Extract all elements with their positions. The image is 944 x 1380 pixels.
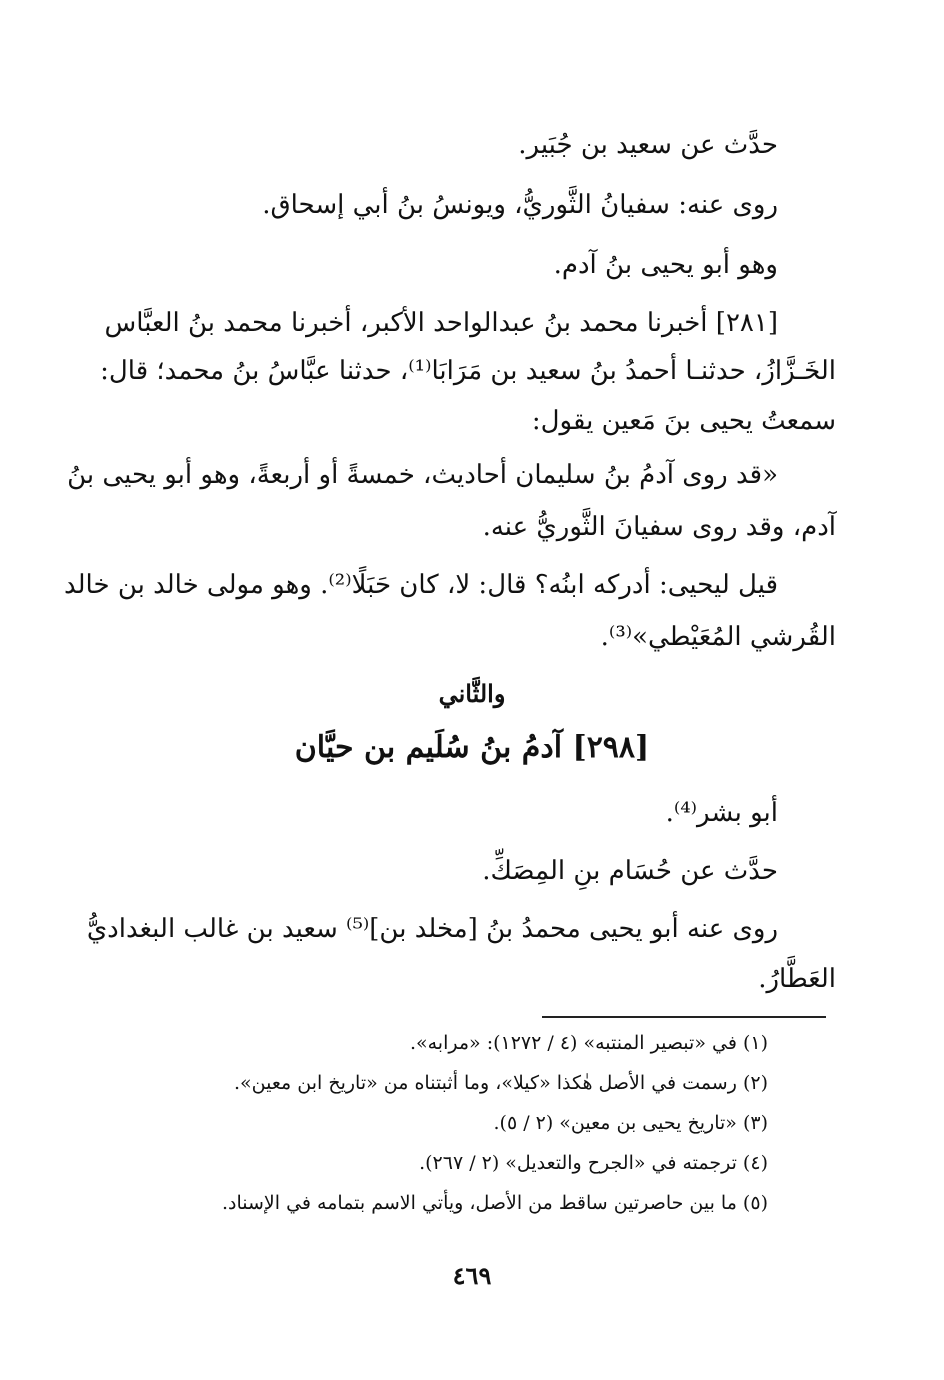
- quote-line-1: «قد روى آدمُ بنُ سليمان أحاديث، خمسةً أو أربعةً، وهو أبو يحيى بنُ: [67, 460, 778, 490]
- page-number: ٤٦٩: [452, 1261, 492, 1290]
- narrators-line-298-1: روى عنه أبو يحيى محمدُ بنُ [مخلد بن]⁽⁵⁾ سعيد بن غالب البغداديُّ: [86, 914, 778, 944]
- footnote-2: (٢) رسمت في الأصل هٰكذا «كيلا»، وما أثبتناه من «تاريخ ابن معين».: [234, 1072, 768, 1094]
- footnote-separator: [542, 1016, 826, 1018]
- narrators-from-him-line: روى عنه: سفيانُ الثَّوريُّ، ويونسُ بنُ أبي إسحاق.: [262, 190, 778, 220]
- footnote-5: (٥) ما بين حاصرتين ساقط من الأصل، ويأتي الاسم بتمامه في الإسناد.: [221, 1192, 768, 1214]
- kunya-line-298: أبو بشر⁽⁴⁾.: [665, 798, 778, 828]
- isnad-line-1: [٢٨١] أخبرنا محمد بنُ عبدالواحد الأكبر، أخبرنا محمد بنُ العبَّاس: [104, 308, 778, 338]
- quote-line-3: قيل ليحيى: أدركه ابنُه؟ قال: لا، كان حَبَلًا⁽²⁾. وهو مولى خالد بن خالد: [63, 570, 778, 600]
- isnad-line-2: الخَـزَّازُ، حدثنـا أحمدُ بنُ سعيد بن مَرَابَا⁽¹⁾، حدثنا عبَّاسُ بنُ محمد؛ قال:: [100, 356, 836, 386]
- footnote-1: (١) في «تبصير المنتبه» (٤ / ١٢٧٢): «مرابه».: [409, 1032, 768, 1054]
- narrated-from-line: حدَّث عن سعيد بن جُبَير.: [518, 130, 778, 160]
- quote-line-4: القُرشي المُعَيْطي»⁽³⁾.: [600, 622, 836, 652]
- entry-title: [٢٩٨] آدمُ بنُ سُلَيم بن حيَّان: [294, 730, 650, 765]
- footnote-3: (٣) «تاريخ يحيى بن معين» (٢ / ٥).: [493, 1112, 768, 1134]
- footnote-4: (٤) ترجمته في «الجرح والتعديل» (٢ / ٢٦٧).: [419, 1152, 768, 1174]
- narrated-from-line-298: حدَّث عن حُسَام بنِ المِصَكِّ.: [482, 856, 778, 886]
- quote-line-2: آدم، وقد روى سفيانَ الثَّوريُّ عنه.: [482, 512, 836, 542]
- section-subheading: والثَّاني: [438, 679, 506, 708]
- kunya-line: وهو أبو يحيى بنُ آدم.: [553, 250, 778, 280]
- isnad-line-3: سمعتُ يحيى بنَ مَعين يقول:: [531, 406, 836, 436]
- narrators-line-298-2: العَطَّارُ.: [758, 964, 836, 994]
